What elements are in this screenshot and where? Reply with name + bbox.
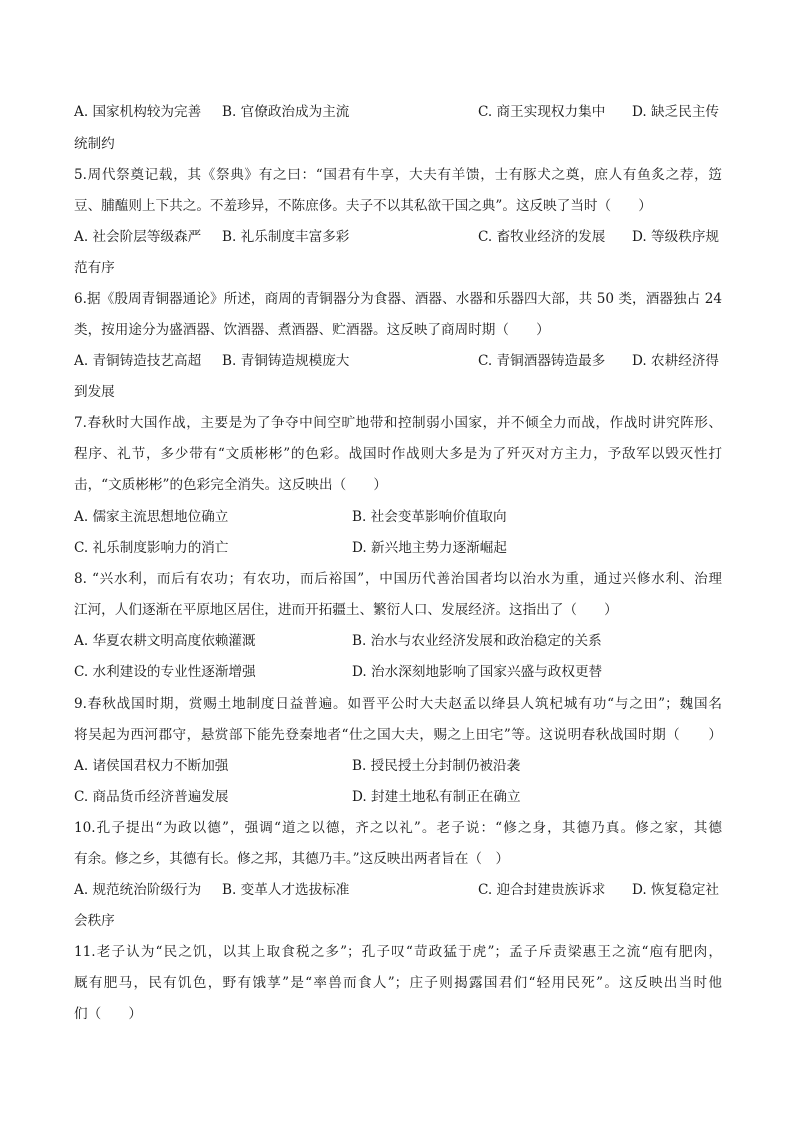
question-stem-line: 6.据《殷周青铜器通论》所述，商周的青铜器分为食器、酒器、水器和乐器四大部，共 50 类，酒器独占 24: [74, 291, 722, 307]
option-b[interactable]: B. 官僚政治成为主流: [222, 104, 350, 120]
option-c[interactable]: C. 青铜酒器铸造最多: [478, 353, 606, 369]
question-stem-line: 程序、礼节，多少带有“文质彬彬”的色彩。战国时作战则大多是为了歼灭对方主力，予敌军以毁灭性打: [74, 446, 722, 462]
question-stem-line: 5.周代祭奠记载，其《祭典》有之曰：“国君有牛享，大夫有羊馈，士有豚犬之奠，庶人有鱼炙之荐，笾: [74, 167, 722, 183]
option-d[interactable]: D. 等级秩序规: [632, 229, 720, 245]
question-stem-line: 厩有肥马，民有饥色，野有饿莩”是“率兽而食人”；庄子则揭露国君们“轻用民死”。这反映出当时他: [74, 975, 722, 991]
option-c[interactable]: C. 水利建设的专业性逐渐增强: [74, 664, 256, 680]
option-c[interactable]: C. 畜牧业经济的发展: [478, 229, 606, 245]
option-d[interactable]: D. 缺乏民主传: [632, 104, 720, 120]
question-stem-line: 将吴起为西河郡守，悬赏部下能先登秦地者“仕之国大夫，赐之上田宅”等。这说明春秋战国时期（ ）: [74, 727, 722, 743]
option-a[interactable]: A. 华夏农耕文明高度依赖灌溉: [74, 633, 256, 649]
option-a[interactable]: A. 规范统治阶级行为: [74, 882, 202, 898]
option-b[interactable]: B. 青铜铸造规模庞大: [222, 353, 350, 369]
option-c[interactable]: C. 礼乐制度影响力的消亡: [74, 540, 229, 556]
question-stem-line: 11.老子认为“民之饥，以其上取食税之多”；孔子叹“苛政猛于虎”；孟子斥责梁惠王之流“庖有肥肉，: [74, 944, 722, 960]
option-d[interactable]: D. 恢复稳定社: [632, 882, 720, 898]
option-d[interactable]: D. 农耕经济得: [632, 353, 720, 369]
option-b[interactable]: B. 社会变革影响价值取向: [352, 509, 507, 525]
question-stem-line: 8. “兴水利，而后有农功；有农功，而后裕国”，中国历代善治国者均以治水为重，通过兴修水利、治理: [74, 571, 722, 587]
option-continuation: 到发展: [74, 384, 115, 400]
question-stem-line: 10.孔子提出“为政以德”，强调“道之以德，齐之以礼”。老子说：“修之身，其德乃真。修之家，其德: [74, 820, 722, 836]
option-d[interactable]: D. 新兴地主势力逐渐崛起: [352, 540, 507, 556]
option-c[interactable]: C. 商王实现权力集中: [478, 104, 606, 120]
option-c[interactable]: C. 迎合封建贵族诉求: [478, 882, 606, 898]
option-a[interactable]: A. 儒家主流思想地位确立: [74, 509, 229, 525]
question-stem-line: 击，“文质彬彬”的色彩完全消失。这反映出（ ）: [74, 477, 387, 493]
option-a[interactable]: A. 国家机构较为完善: [74, 104, 202, 120]
option-c[interactable]: C. 商品货币经济普遍发展: [74, 789, 229, 805]
option-b[interactable]: B. 治水与农业经济发展和政治稳定的关系: [352, 633, 602, 649]
option-b[interactable]: B. 变革人才选拔标准: [222, 882, 350, 898]
option-b[interactable]: B. 授民授土分封制仍被沿袭: [352, 758, 521, 774]
question-stem-line: 7.春秋时大国作战，主要是为了争夺中间空旷地带和控制弱小国家，并不倾全力而战，作战时讲究阵形、: [74, 415, 722, 431]
question-stem-line: 9.春秋战国时期，赏赐土地制度日益普遍。如晋平公时大夫赵孟以绛县人筑杞城有功“与之田”；魏国名: [74, 696, 722, 712]
option-d[interactable]: D. 治水深刻地影响了国家兴盛与政权更替: [352, 664, 603, 680]
question-stem-line: 有余。修之乡，其德有长。修之邦，其德乃丰。”这反映出两者旨在（ ）: [74, 851, 510, 867]
option-a[interactable]: A. 诸侯国君权力不断加强: [74, 758, 229, 774]
option-continuation: 会秩序: [74, 913, 115, 929]
option-d[interactable]: D. 封建土地私有制正在确立: [352, 789, 521, 805]
option-continuation: 统制约: [74, 136, 115, 152]
option-a[interactable]: A. 社会阶层等级森严: [74, 229, 202, 245]
option-a[interactable]: A. 青铜铸造技艺高超: [74, 353, 202, 369]
question-stem-line: 豆、脯醢则上下共之。不羞珍异，不陈庶侈。夫子不以其私欲干国之典”。这反映了当时（ ）: [74, 198, 652, 214]
option-continuation: 范有序: [74, 260, 115, 276]
question-stem-line: 类，按用途分为盛酒器、饮酒器、煮酒器、贮酒器。这反映了商周时期（ ）: [74, 322, 550, 338]
question-stem-line: 江河，人们逐渐在平原地区居住，进而开拓疆土、繁衍人口、发展经济。这指出了（ ）: [74, 602, 618, 618]
question-stem-line: 们（ ）: [74, 1006, 142, 1022]
option-b[interactable]: B. 礼乐制度丰富多彩: [222, 229, 350, 245]
